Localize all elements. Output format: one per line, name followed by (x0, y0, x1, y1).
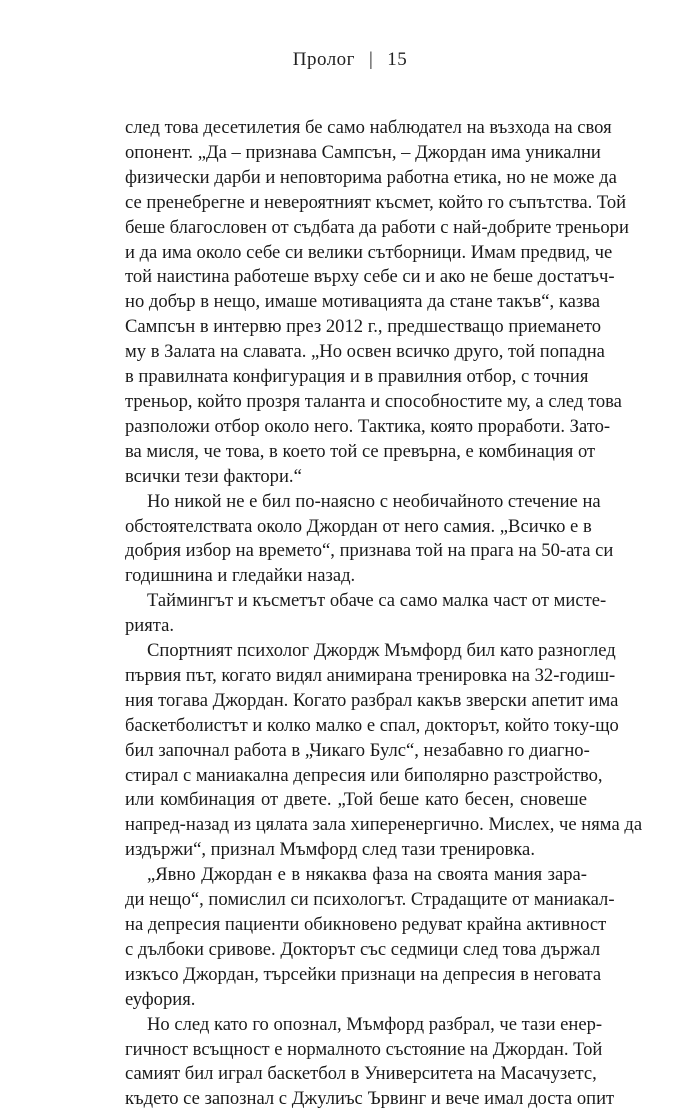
text-line: Сампсън в интервю през 2012 г., предшестващо приемането (125, 316, 602, 338)
text-line: опонент. „Да – признава Сампсън, – Джордан има уникални (125, 141, 601, 163)
running-header (0, 49, 700, 71)
paragraph (125, 639, 643, 863)
text-line: Но никой не е бил по-наясно с необичайното стечение на (147, 490, 601, 512)
text-line: физически дарби и неповторима работна етика, но не може да (125, 166, 617, 188)
text-line: бил започнал работа в „Чикаго Булс“, незабавно го диагно- (125, 739, 590, 761)
text-line: ния тогава Джордан. Когато разбрал какъв зверски апетит има (125, 689, 619, 711)
text-line: „Явно Джордан е в някаква фаза на своята мания зара- (147, 864, 587, 886)
text-line: на депресия пациенти обикновено редуват крайна активност (125, 914, 607, 935)
body-text (125, 116, 643, 1112)
text-line: разположи отбор около него. Тактика, която проработи. Зато- (125, 415, 611, 437)
paragraph (125, 116, 629, 490)
text-line: с дълбоки сривове. Докторът със седмици след това държал (125, 938, 601, 960)
text-line: гичност всъщност е нормалното състояние на Джордан. Той (125, 1038, 603, 1060)
text-line: добрия избор на времето“, признава той на прага на 50-ата си (125, 540, 614, 562)
paragraph (125, 490, 614, 590)
text-line: но добър в нещо, имаше мотивацията да стане такъв“, казва (125, 291, 600, 313)
text-line: обстоятелствата около Джордан от него самия. „Всичко е в (125, 515, 592, 537)
text-line: годишнина и гледайки назад. (125, 565, 356, 587)
text-line: всички тези фактори.“ (125, 465, 302, 487)
text-line: еуфория. (125, 988, 196, 1010)
text-line: напред-назад из цялата зала хиперенергично. Мислех, че няма да (125, 814, 643, 836)
text-line: или комбинация от двете. „Той беше като бесен, сновеше (125, 789, 587, 811)
text-line: след това десетилетия бе само наблюдател на възхода на своя (125, 117, 612, 138)
paragraph (125, 589, 607, 639)
text-line: където се запознал с Джулиъс Ървинг и вече имал доста опит (125, 1088, 615, 1110)
text-line: първия път, когато видял анимирана тренировка на 32-годиш- (125, 664, 616, 686)
text-line: той наистина работеше върху себе си и ако не беше достатъч- (125, 266, 615, 288)
text-line: ва мисля, че това, в което той се превърна, е комбинация от (125, 440, 596, 462)
text-line: Но след като го опознал, Мъмфорд разбрал, че тази енер- (147, 1013, 603, 1035)
text-line: му в Залата на славата. „Но освен всичко друго, той попадна (125, 341, 605, 363)
text-line: беше благословен от съдбата да работи с най-добрите треньори (125, 216, 629, 238)
page-number: 15 (387, 49, 408, 70)
paragraph (125, 1013, 615, 1112)
text-line: ди нещо“, помислил си психологът. Страдащите от маниакал- (125, 889, 615, 911)
header-separator: | (368, 49, 374, 70)
chapter-title: Пролог (292, 49, 355, 70)
text-line: в правилната конфигурация и в правилния отбор, с точния (125, 366, 589, 388)
text-line: издържи“, признал Мъмфорд след тази тренировка. (125, 839, 535, 861)
paragraph (125, 863, 615, 1012)
text-line: и да има около себе си велики сътборници. Имам предвид, че (125, 241, 613, 263)
text-line: стирал с маниакална депресия или биполярно разстройство, (125, 764, 603, 786)
text-line: изкъсо Джордан, търсейки признаци на депресия в неговата (125, 963, 602, 985)
text-line: Таймингът и късметът обаче са само малка част от мисте- (147, 590, 607, 612)
text-line: се пренебрегне и невероятният късмет, който го съпътства. Той (125, 191, 627, 213)
text-line: рията. (125, 615, 175, 637)
text-line: самият бил играл баскетбол в Университета на Масачузетс, (125, 1063, 597, 1085)
text-line: Спортният психолог Джордж Мъмфорд бил като разноглед (147, 640, 616, 662)
text-line: баскетболистът и колко малко е спал, докторът, който току-що (125, 714, 619, 736)
text-line: треньор, който прозря таланта и способностите му, а след това (125, 390, 622, 412)
